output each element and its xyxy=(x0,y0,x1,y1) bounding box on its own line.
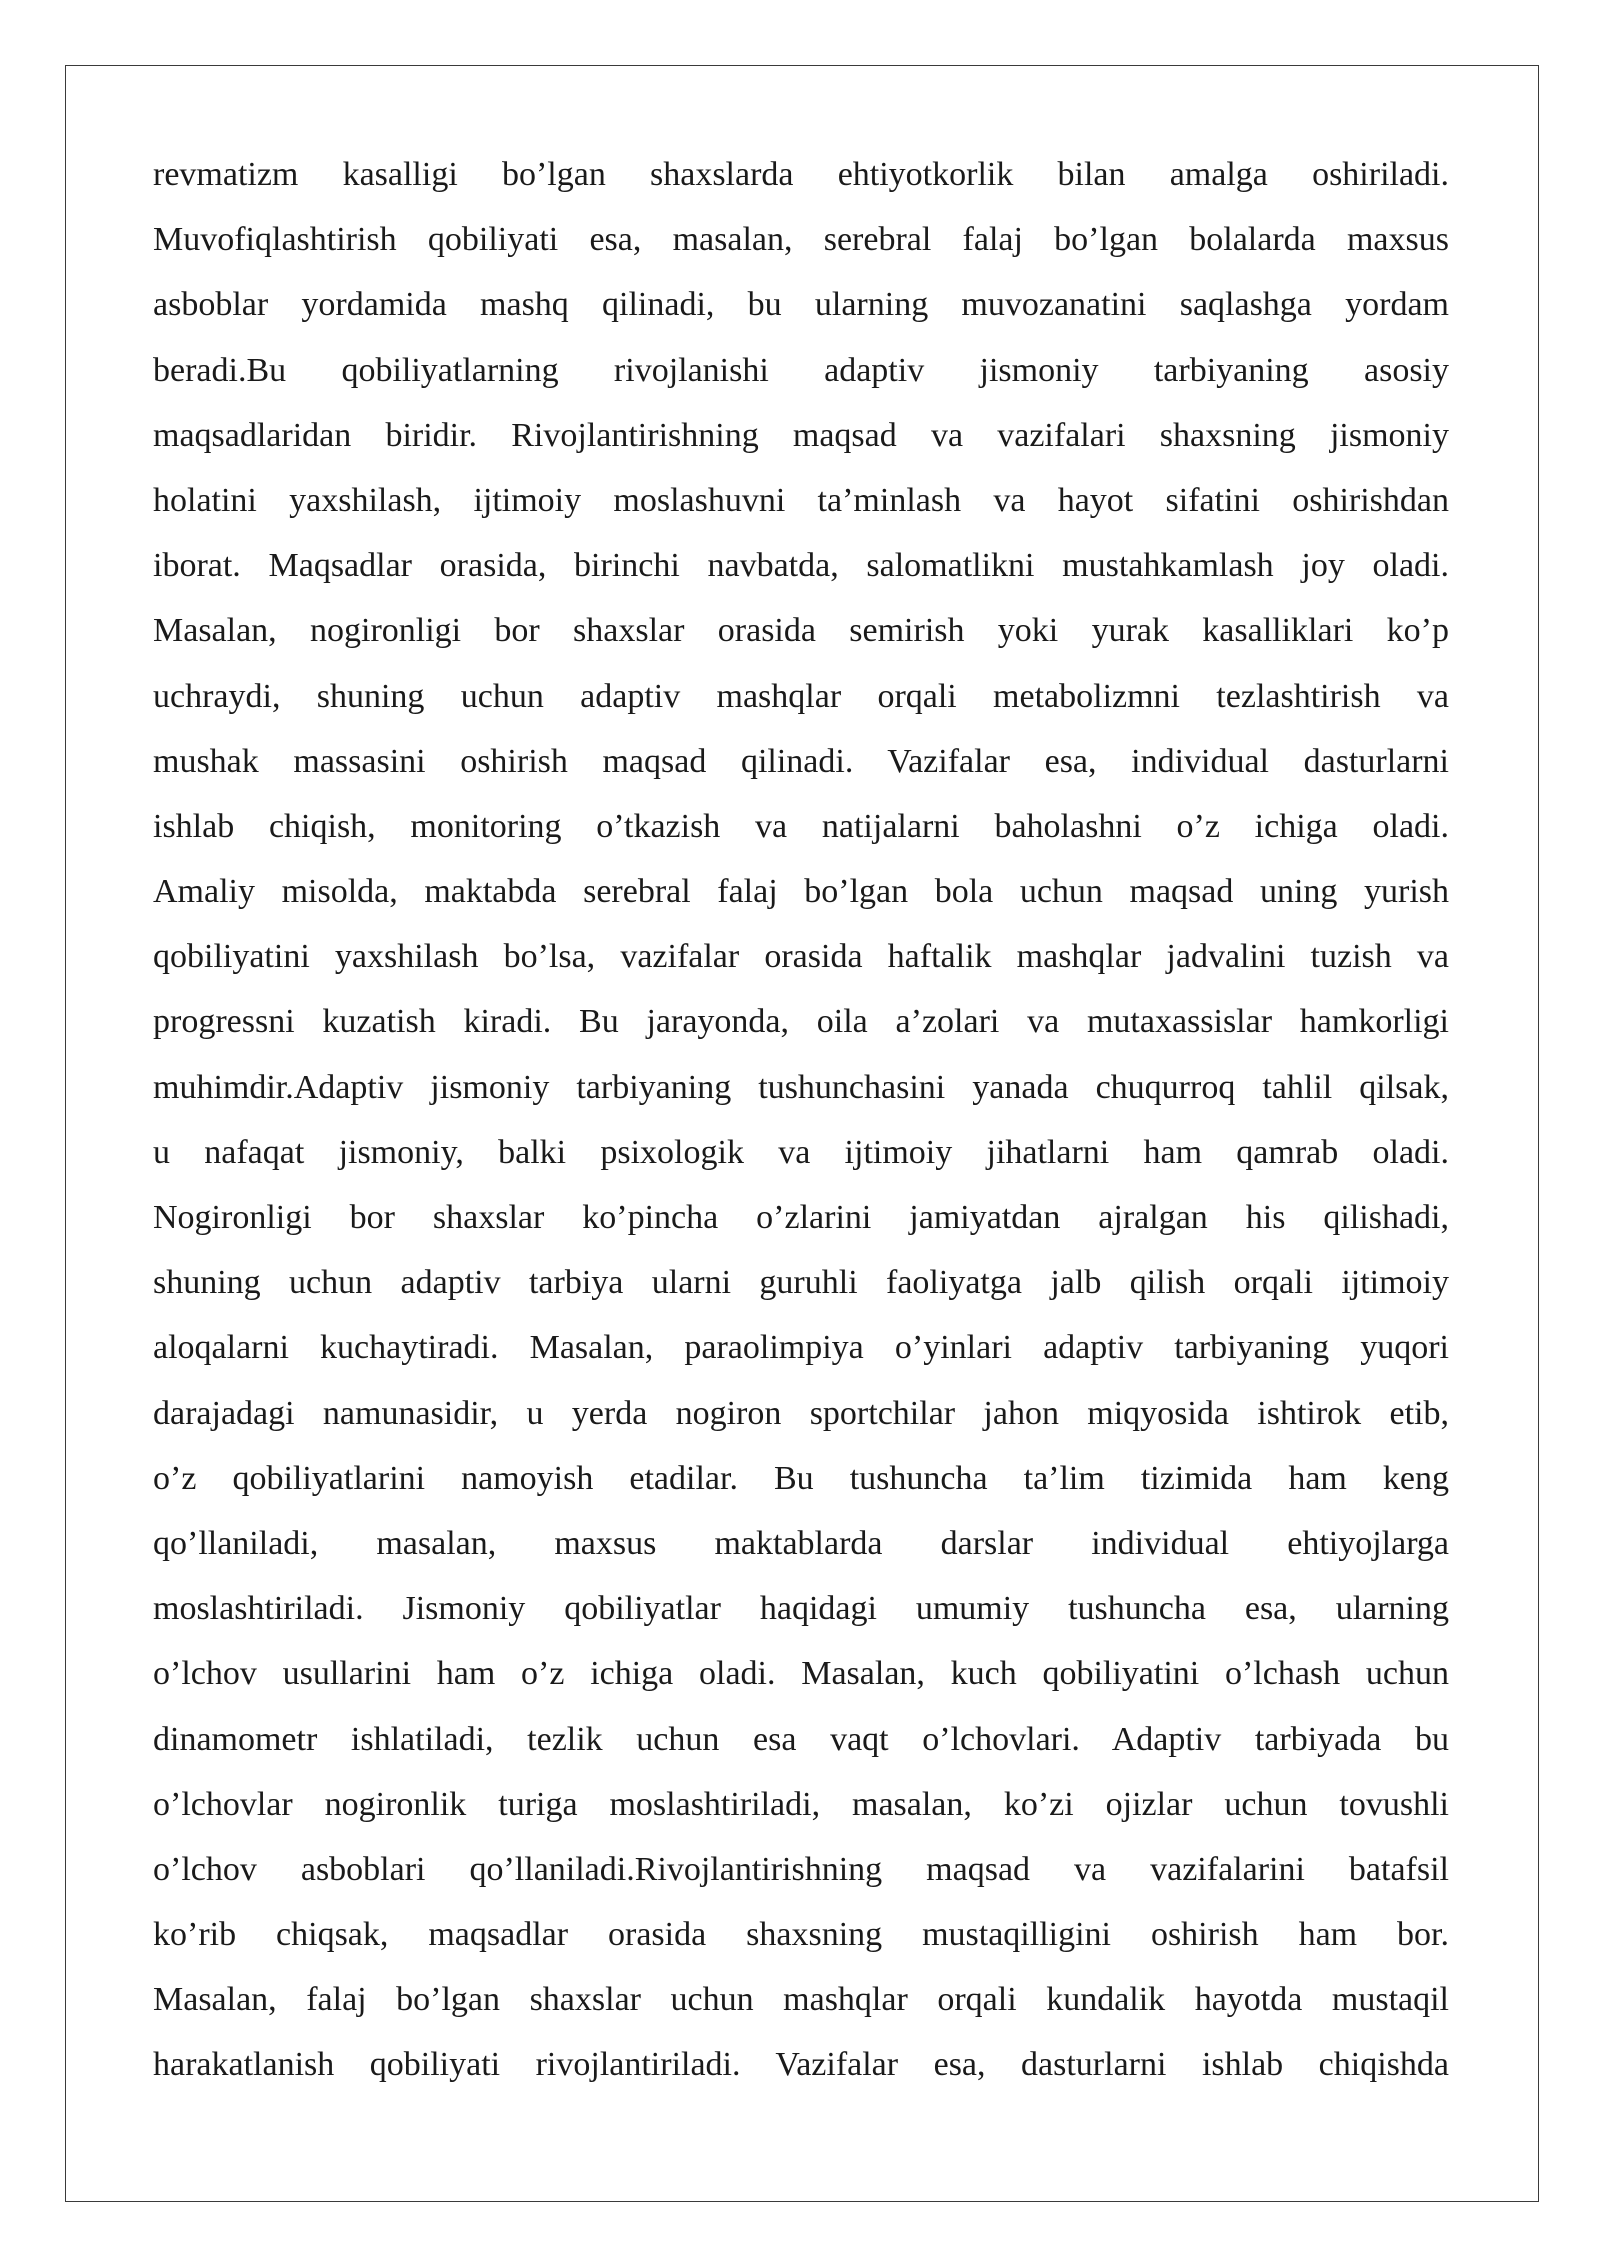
text-line: qo’llaniladi, masalan, maxsus maktablarda darslar individual ehtiyojlarga xyxy=(153,1524,1449,1562)
text-line: o’z qobiliyatlarini namoyish etadilar. Bu tushuncha ta’lim tizimida ham keng xyxy=(153,1459,1449,1497)
text-line: ishlab chiqish, monitoring o’tkazish va natijalarni baholashni o’z ichiga oladi. xyxy=(153,807,1449,845)
text-line: iborat. Maqsadlar orasida, birinchi navbatda, salomatlikni mustahkamlash joy oladi. xyxy=(153,547,1449,585)
text-line: Muvofiqlashtirish qobiliyati esa, masalan, serebral falaj bo’lgan bolalarda maxsus xyxy=(153,221,1449,259)
text-line: dinamometr ishlatiladi, tezlik uchun esa vaqt o’lchovlari. Adaptiv tarbiyada bu xyxy=(153,1720,1449,1758)
text-line: moslashtiriladi. Jismoniy qobiliyatlar haqidagi umumiy tushuncha esa, ularning xyxy=(153,1590,1449,1628)
text-line: o’lchovlar nogironlik turiga moslashtiriladi, masalan, ko’zi ojizlar uchun tovushli xyxy=(153,1785,1449,1823)
document-body-text xyxy=(153,142,1449,2098)
text-line: darajadagi namunasidir, u yerda nogiron sportchilar jahon miqyosida ishtirok etib, xyxy=(153,1394,1449,1432)
text-line: Masalan, nogironligi bor shaxslar orasida semirish yoki yurak kasalliklari ko’p xyxy=(153,612,1449,650)
text-line: muhimdir.Adaptiv jismoniy tarbiyaning tushunchasini yanada chuqurroq tahlil qilsak, xyxy=(153,1068,1449,1106)
text-line: aloqalarni kuchaytiradi. Masalan, paraolimpiya o’yinlari adaptiv tarbiyaning yuqori xyxy=(153,1329,1449,1367)
text-line: Nogironligi bor shaxslar ko’pincha o’zlarini jamiyatdan ajralgan his qilishadi, xyxy=(153,1199,1449,1236)
text-line: uchraydi, shuning uchun adaptiv mashqlar orqali metabolizmni tezlashtirish va xyxy=(153,677,1449,715)
text-line: shuning uchun adaptiv tarbiya ularni guruhli faoliyatga jalb qilish orqali ijtimoiy xyxy=(153,1264,1449,1302)
text-line: beradi.Bu qobiliyatlarning rivojlanishi adaptiv jismoniy tarbiyaning asosiy xyxy=(153,351,1449,389)
text-line: maqsadlaridan biridir. Rivojlantirishning maqsad va vazifalari shaxsning jismoniy xyxy=(153,416,1449,454)
text-line: o’lchov asboblari qo’llaniladi.Rivojlantirishning maqsad va vazifalarini batafsil xyxy=(153,1850,1449,1888)
text-line: o’lchov usullarini ham o’z ichiga oladi. Masalan, kuch qobiliyatini o’lchash uchun xyxy=(153,1655,1449,1693)
text-line: revmatizm kasalligi bo’lgan shaxslarda ehtiyotkorlik bilan amalga oshiriladi. xyxy=(153,156,1449,193)
text-line: ko’rib chiqsak, maqsadlar orasida shaxsning mustaqilligini oshirish ham bor. xyxy=(153,1916,1449,1954)
text-line: holatini yaxshilash, ijtimoiy moslashuvni ta’minlash va hayot sifatini oshirishdan xyxy=(153,481,1449,519)
text-line: u nafaqat jismoniy, balki psixologik va ijtimoiy jihatlarni ham qamrab oladi. xyxy=(153,1133,1449,1171)
text-line: harakatlanish qobiliyati rivojlantiriladi. Vazifalar esa, dasturlarni ishlab chiqishda xyxy=(153,2046,1449,2084)
text-line: mushak massasini oshirish maqsad qilinadi. Vazifalar esa, individual dasturlarni xyxy=(153,742,1449,780)
text-line: Masalan, falaj bo’lgan shaxslar uchun mashqlar orqali kundalik hayotda mustaqil xyxy=(153,1981,1449,2019)
text-line: qobiliyatini yaxshilash bo’lsa, vazifalar orasida haftalik mashqlar jadvalini tuzish va xyxy=(153,938,1449,976)
text-line: Amaliy misolda, maktabda serebral falaj bo’lgan bola uchun maqsad uning yurish xyxy=(153,873,1449,911)
text-line: asboblar yordamida mashq qilinadi, bu ularning muvozanatini saqlashga yordam xyxy=(153,286,1449,324)
text-line: progressni kuzatish kiradi. Bu jarayonda, oila a’zolari va mutaxassislar hamkorligi xyxy=(153,1003,1449,1041)
